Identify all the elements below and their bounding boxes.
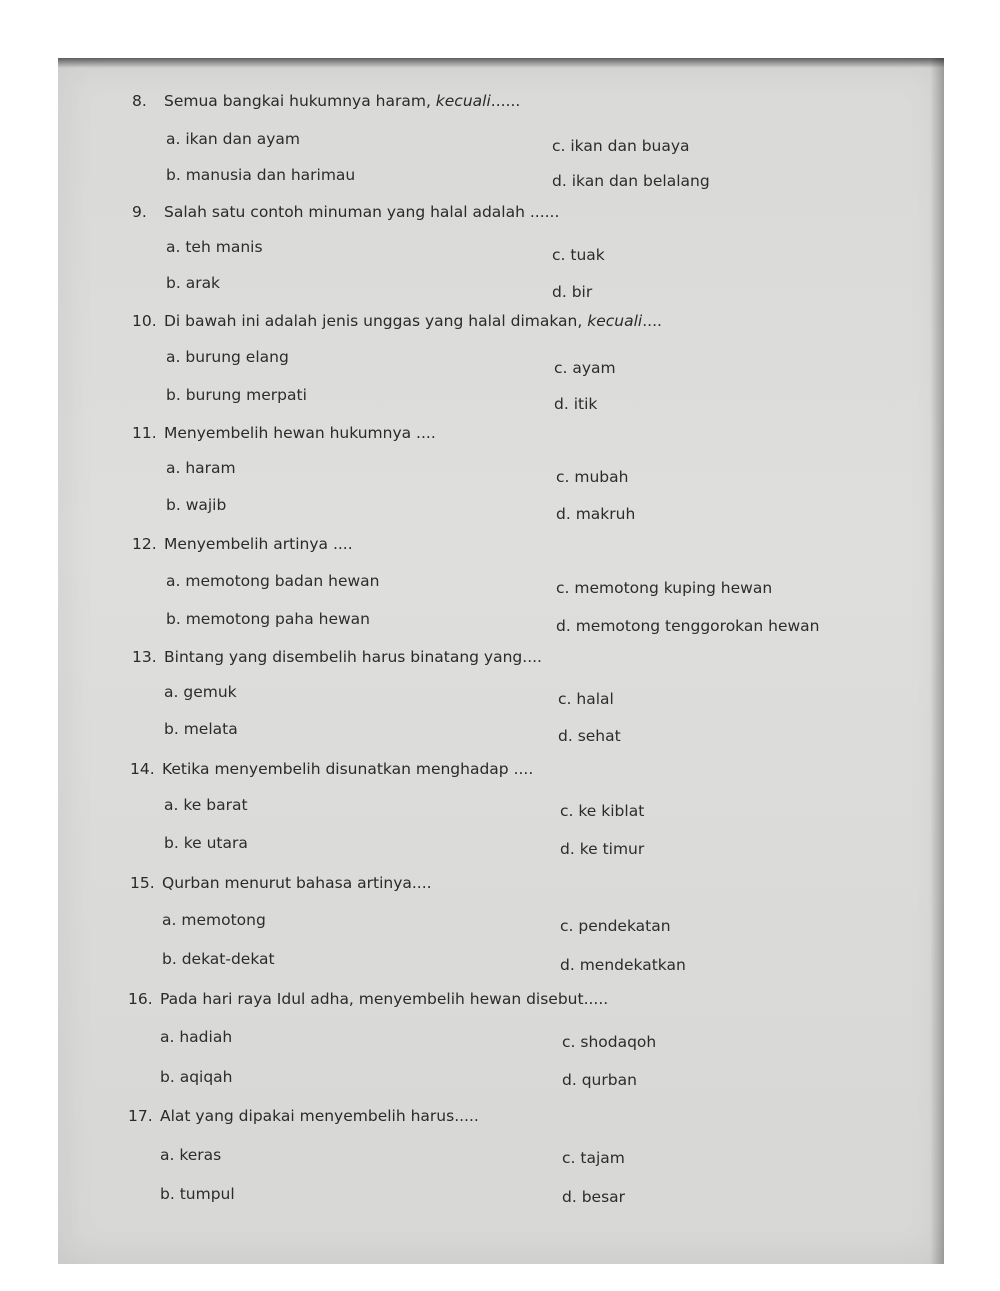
option-d: d. itik — [554, 395, 598, 413]
option-c: c. shodaqoh — [562, 1033, 657, 1051]
question-text: Semua bangkai hukumnya haram, — [164, 92, 436, 110]
option-d: d. memotong tenggorokan hewan — [556, 617, 820, 635]
question-17 — [128, 1107, 479, 1125]
option-d: d. ke timur — [560, 840, 645, 858]
option-a: a. ikan dan ayam — [166, 130, 300, 148]
option-a: a. gemuk — [164, 683, 237, 701]
question-tail: ...... — [490, 92, 521, 110]
option-a: a. hadiah — [160, 1028, 233, 1046]
question-16 — [128, 990, 608, 1008]
option-d: d. ikan dan belalang — [552, 172, 710, 190]
question-tail: .... — [642, 312, 662, 330]
question-13 — [132, 648, 542, 666]
option-d: d. makruh — [556, 505, 636, 523]
option-c: c. halal — [558, 690, 614, 708]
option-b: b. memotong paha hewan — [166, 610, 371, 628]
question-emphasis: kecuali — [587, 312, 643, 330]
question-number: 15. — [130, 874, 155, 892]
question-number: 16. — [128, 990, 153, 1008]
question-emphasis: kecuali — [435, 92, 491, 110]
option-a: a. memotong — [162, 911, 266, 929]
worksheet-photo — [58, 58, 944, 1264]
option-c: c. ayam — [554, 359, 616, 377]
question-text: Di bawah ini adalah jenis unggas yang halal dimakan, — [164, 312, 588, 330]
option-a: a. keras — [160, 1146, 222, 1164]
option-c: c. pendekatan — [560, 917, 671, 935]
question-number: 10. — [132, 312, 157, 330]
option-d: d. bir — [552, 283, 593, 301]
option-b: b. dekat-dekat — [162, 950, 275, 968]
option-d: d. besar — [562, 1188, 626, 1206]
question-number: 8. — [132, 92, 147, 110]
question-text: Menyembelih hewan hukumnya .... — [164, 424, 436, 442]
question-number: 13. — [132, 648, 157, 666]
question-number: 11. — [132, 424, 157, 442]
question-11 — [132, 424, 436, 442]
option-a: a. ke barat — [164, 796, 248, 814]
option-b: b. burung merpati — [166, 386, 307, 404]
question-10 — [132, 312, 662, 330]
question-text: Bintang yang disembelih harus binatang yang.... — [164, 648, 542, 666]
option-a: a. haram — [166, 459, 236, 477]
question-number: 14. — [130, 760, 155, 778]
question-text: Qurban menurut bahasa artinya.... — [162, 874, 432, 892]
option-a: a. teh manis — [166, 238, 263, 256]
question-14 — [130, 760, 533, 778]
question-9 — [132, 203, 559, 221]
option-c: c. mubah — [556, 468, 629, 486]
option-a: a. burung elang — [166, 348, 289, 366]
option-b: b. ke utara — [164, 834, 248, 852]
question-text: Pada hari raya Idul adha, menyembelih hewan disebut..... — [160, 990, 609, 1008]
option-c: c. tuak — [552, 246, 605, 264]
option-d: d. qurban — [562, 1071, 637, 1089]
question-number: 17. — [128, 1107, 153, 1125]
question-15 — [130, 874, 432, 892]
option-c: c. ikan dan buaya — [552, 137, 690, 155]
question-number: 12. — [132, 535, 157, 553]
option-c: c. ke kiblat — [560, 802, 645, 820]
option-c: c. tajam — [562, 1149, 625, 1167]
option-b: b. wajib — [166, 496, 227, 514]
question-text: Salah satu contoh minuman yang halal adalah ...... — [164, 203, 560, 221]
question-12 — [132, 535, 353, 553]
option-c: c. memotong kuping hewan — [556, 579, 773, 597]
option-b: b. aqiqah — [160, 1068, 233, 1086]
option-d: d. mendekatkan — [560, 956, 686, 974]
option-b: b. tumpul — [160, 1185, 235, 1203]
option-b: b. melata — [164, 720, 238, 738]
question-8 — [132, 92, 520, 110]
option-b: b. manusia dan harimau — [166, 166, 356, 184]
question-text: Ketika menyembelih disunatkan menghadap .... — [162, 760, 534, 778]
option-d: d. sehat — [558, 727, 621, 745]
question-number: 9. — [132, 203, 147, 221]
option-b: b. arak — [166, 274, 221, 292]
question-text: Menyembelih artinya .... — [164, 535, 353, 553]
option-a: a. memotong badan hewan — [166, 572, 380, 590]
question-text: Alat yang dipakai menyembelih harus..... — [160, 1107, 479, 1125]
